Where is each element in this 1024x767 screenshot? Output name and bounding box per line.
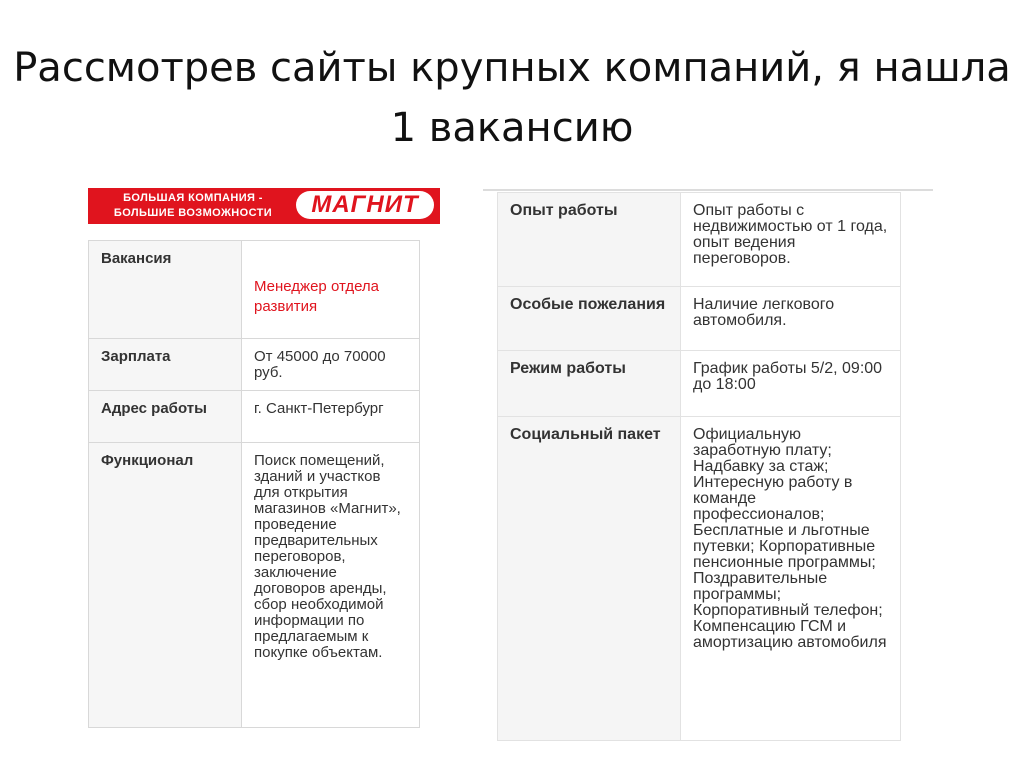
row-label: Социальный пакет (498, 417, 681, 741)
table-row-benefits (498, 417, 901, 741)
table-row-salary (89, 339, 420, 391)
table-row-vacancy (89, 241, 420, 339)
slide-title: Рассмотрев сайты крупных компаний, я нашла 1 вакансию (13, 45, 1011, 151)
magnit-banner (88, 188, 440, 224)
row-label: Зарплата (89, 339, 242, 391)
table-row-schedule (498, 351, 901, 417)
row-value: График работы 5/2, 09:00 до 18:00 (681, 351, 901, 417)
row-value: Наличие легкового автомобиля. (681, 287, 901, 351)
row-value: Опыт работы с недвижимостью от 1 года, опыт ведения переговоров. (681, 193, 901, 287)
table-row-functions (89, 443, 420, 728)
vacancy-table-right (497, 192, 901, 741)
top-divider (483, 189, 933, 191)
vacancy-table-left (88, 240, 420, 728)
row-value: г. Санкт-Петербург (242, 391, 420, 443)
banner-slogan-line1: БОЛЬШАЯ КОМПАНИЯ - (123, 192, 263, 204)
row-label: Режим работы (498, 351, 681, 417)
banner-slogan-line2: БОЛЬШИЕ ВОЗМОЖНОСТИ (113, 207, 273, 219)
row-label: Особые пожелания (498, 287, 681, 351)
row-label: Опыт работы (498, 193, 681, 287)
row-value: От 45000 до 70000 руб. (242, 339, 420, 391)
vacancy-title: Менеджер отдела развития (242, 241, 420, 339)
magnit-logo: МАГНИТ (296, 191, 434, 219)
banner-slogan (98, 191, 288, 221)
row-value: Официальную заработную плату; Надбавку за стаж; Интересную работу в команде профессионалов; Бесплатные и льготные путевки; Корпоративные пенсионные программы; Поздравительные программы; Корпоративный телефон; Компенсацию ГСМ и амортизацию автомобиля (681, 417, 901, 741)
table-row-address (89, 391, 420, 443)
row-label: Функционал (89, 443, 242, 728)
table-row-wishes (498, 287, 901, 351)
table-row-experience (498, 193, 901, 287)
row-label: Вакансия (89, 241, 242, 339)
row-label: Адрес работы (89, 391, 242, 443)
row-value: Поиск помещений, зданий и участков для открытия магазинов «Магнит», проведение предварительных переговоров, заключение договоров аренды, сбор необходимой информации по предлагаемым к покупке объектам. (242, 443, 420, 728)
